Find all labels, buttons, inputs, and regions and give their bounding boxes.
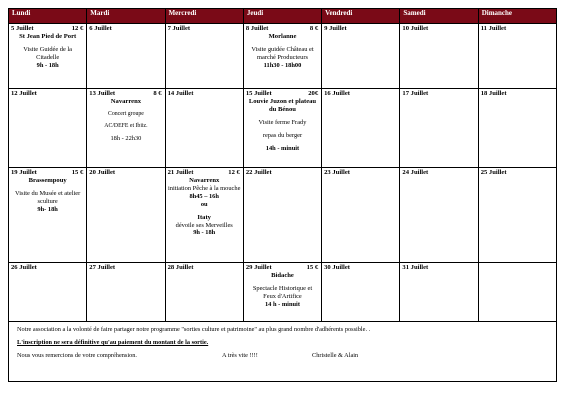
- event-or: ou: [200, 200, 208, 208]
- notes-box: [8, 322, 557, 382]
- day-date: 28 Juillet: [167, 264, 194, 271]
- event-place-2: Itaty: [197, 213, 211, 221]
- event-price: 20€: [308, 90, 319, 97]
- day-date: 31 Juillet: [402, 264, 429, 271]
- day-cell: [400, 168, 478, 263]
- event-price: 15 €: [71, 169, 84, 176]
- day-cell: [400, 263, 478, 322]
- day-date: 27 Juillet: [89, 264, 116, 271]
- day-cell: [322, 168, 400, 263]
- day-cell: [9, 89, 87, 168]
- week-row: [9, 168, 557, 263]
- day-cell: [87, 24, 165, 89]
- notes-registration-warning: L'inscription ne sera définitive qu'au paiement du montant de la sortie.: [17, 339, 209, 346]
- day-cell: [243, 89, 321, 168]
- notes-see-you: A très vite !!!!: [222, 352, 258, 359]
- day-cell: [322, 89, 400, 168]
- event-description: Visite ferme Frady: [258, 119, 307, 127]
- event-description: Concert groupe: [107, 111, 144, 118]
- event-description: Visite Guidée de la Citadelle: [23, 46, 73, 61]
- day-cell: [478, 89, 556, 168]
- event-price: 12 €: [228, 169, 240, 176]
- event-price: 15 €: [306, 264, 319, 271]
- notes-thanks: Nous vous remercions de votre compréhension.: [17, 352, 137, 359]
- event-description: initiation Pêche à la mouche: [168, 185, 241, 193]
- day-date: 20 Juillet: [89, 169, 116, 176]
- day-cell: [87, 263, 165, 322]
- day-cell: [165, 168, 243, 263]
- day-date: 30 Juillet: [324, 264, 350, 271]
- day-date: 25 Juillet: [480, 169, 507, 176]
- day-cell: [243, 168, 321, 263]
- day-cell: [243, 263, 321, 322]
- notes-signature: Christelle & Alain: [312, 352, 359, 359]
- day-cell: [400, 89, 478, 168]
- week-row: [9, 263, 557, 322]
- day-cell: [322, 24, 400, 89]
- event-time: 14 h - minuit: [264, 300, 300, 308]
- day-cell: [478, 168, 556, 263]
- day-cell: [165, 263, 243, 322]
- day-date: 5 Juillet: [11, 25, 34, 32]
- event-time: 9h - 18h: [36, 61, 59, 69]
- event-description-2: repas du berger: [262, 131, 303, 139]
- weekday-header-row: [9, 9, 557, 24]
- day-cell: [87, 168, 165, 263]
- day-date: 23 Juillet: [324, 169, 350, 176]
- event-place: Louvie Juzon et plateau du Bénou: [248, 98, 317, 114]
- calendar-page: [8, 8, 557, 382]
- day-date: 18 Juillet: [480, 90, 507, 97]
- event-place: Navarrenx: [110, 98, 142, 106]
- event-time-2: 9h - 18h: [193, 229, 216, 237]
- event-place: Morlanne: [268, 33, 297, 41]
- day-date: 14 Juillet: [167, 90, 194, 97]
- weekday-header-dimanche: Dimanche: [478, 9, 556, 24]
- day-date: 9 Juillet: [324, 25, 347, 32]
- day-date: 21 Juillet: [167, 169, 194, 176]
- event-place: St Jean Pied de Port: [19, 33, 77, 41]
- day-date: 17 Juillet: [402, 90, 429, 97]
- event-price: 8 €: [153, 90, 162, 97]
- event-description: Visite guidée Château et marché Producteurs: [251, 46, 314, 61]
- day-date: 7 Juillet: [167, 25, 191, 32]
- day-cell: [165, 89, 243, 168]
- day-date: 10 Juillet: [402, 25, 429, 32]
- day-cell: [9, 168, 87, 263]
- weekday-header-vendredi: Vendredi: [322, 9, 400, 24]
- event-place: Navarrenx: [189, 177, 220, 185]
- day-cell: [322, 263, 400, 322]
- event-price: 8 €: [309, 25, 319, 32]
- event-description-2: dévoile ses Merveilles: [175, 221, 233, 229]
- event-price: 12 €: [71, 25, 84, 32]
- day-date: 22 Juillet: [245, 169, 272, 176]
- day-cell: [478, 24, 556, 89]
- day-date: 12 Juillet: [11, 90, 37, 97]
- event-place: Bidache: [271, 272, 294, 280]
- event-time: 11h30 - 18h00: [263, 61, 302, 69]
- weekday-header-samedi: Samedi: [400, 9, 478, 24]
- week-row: [9, 89, 557, 168]
- event-description: Spectacle Historique et Feux d'Artifice: [252, 285, 313, 300]
- day-date: 15 Juillet: [245, 90, 272, 97]
- weekday-header-mardi: Mardi: [87, 9, 165, 24]
- calendar-table: [8, 8, 557, 322]
- event-time: 9h- 18h: [37, 205, 58, 213]
- day-cell: [165, 24, 243, 89]
- weekday-header-mercredi: Mercredi: [165, 9, 243, 24]
- day-date: 16 Juillet: [324, 90, 350, 97]
- event-description-2: AC/DEFE et Ibiiz.: [104, 123, 148, 130]
- day-cell: [400, 24, 478, 89]
- notes-closing: [17, 352, 550, 359]
- day-date: 13 Juillet: [89, 90, 116, 97]
- event-time: 18h - 22h30: [110, 135, 142, 143]
- day-cell: [243, 24, 321, 89]
- day-cell: [9, 263, 87, 322]
- notes-intro: Notre association a la volonté de faire partager notre programme "sorties culture et patrimoine" au plus grand nombre d'adhérents possible. .: [17, 326, 371, 333]
- day-date: 24 Juillet: [402, 169, 429, 176]
- weekday-header-lundi: Lundi: [9, 9, 87, 24]
- event-time: 8h45 – 16h: [189, 192, 219, 200]
- event-description: Visite du Musée et atelier sculture: [15, 190, 81, 205]
- event-place: Brassempouy: [28, 177, 67, 185]
- day-date: 29 Juillet: [245, 264, 272, 271]
- day-date: 11 Juillet: [480, 25, 507, 32]
- weekday-header-jeudi: Jeudi: [243, 9, 321, 24]
- day-date: 19 Juillet: [11, 169, 37, 176]
- day-cell: [87, 89, 165, 168]
- week-row: [9, 24, 557, 89]
- day-cell: [9, 24, 87, 89]
- day-date: 8 Juillet: [245, 25, 269, 32]
- day-date: 6 Juillet: [89, 25, 112, 32]
- day-cell: [478, 263, 556, 322]
- day-date: 26 Juillet: [11, 264, 37, 271]
- event-time: 14h - minuit: [265, 144, 300, 152]
